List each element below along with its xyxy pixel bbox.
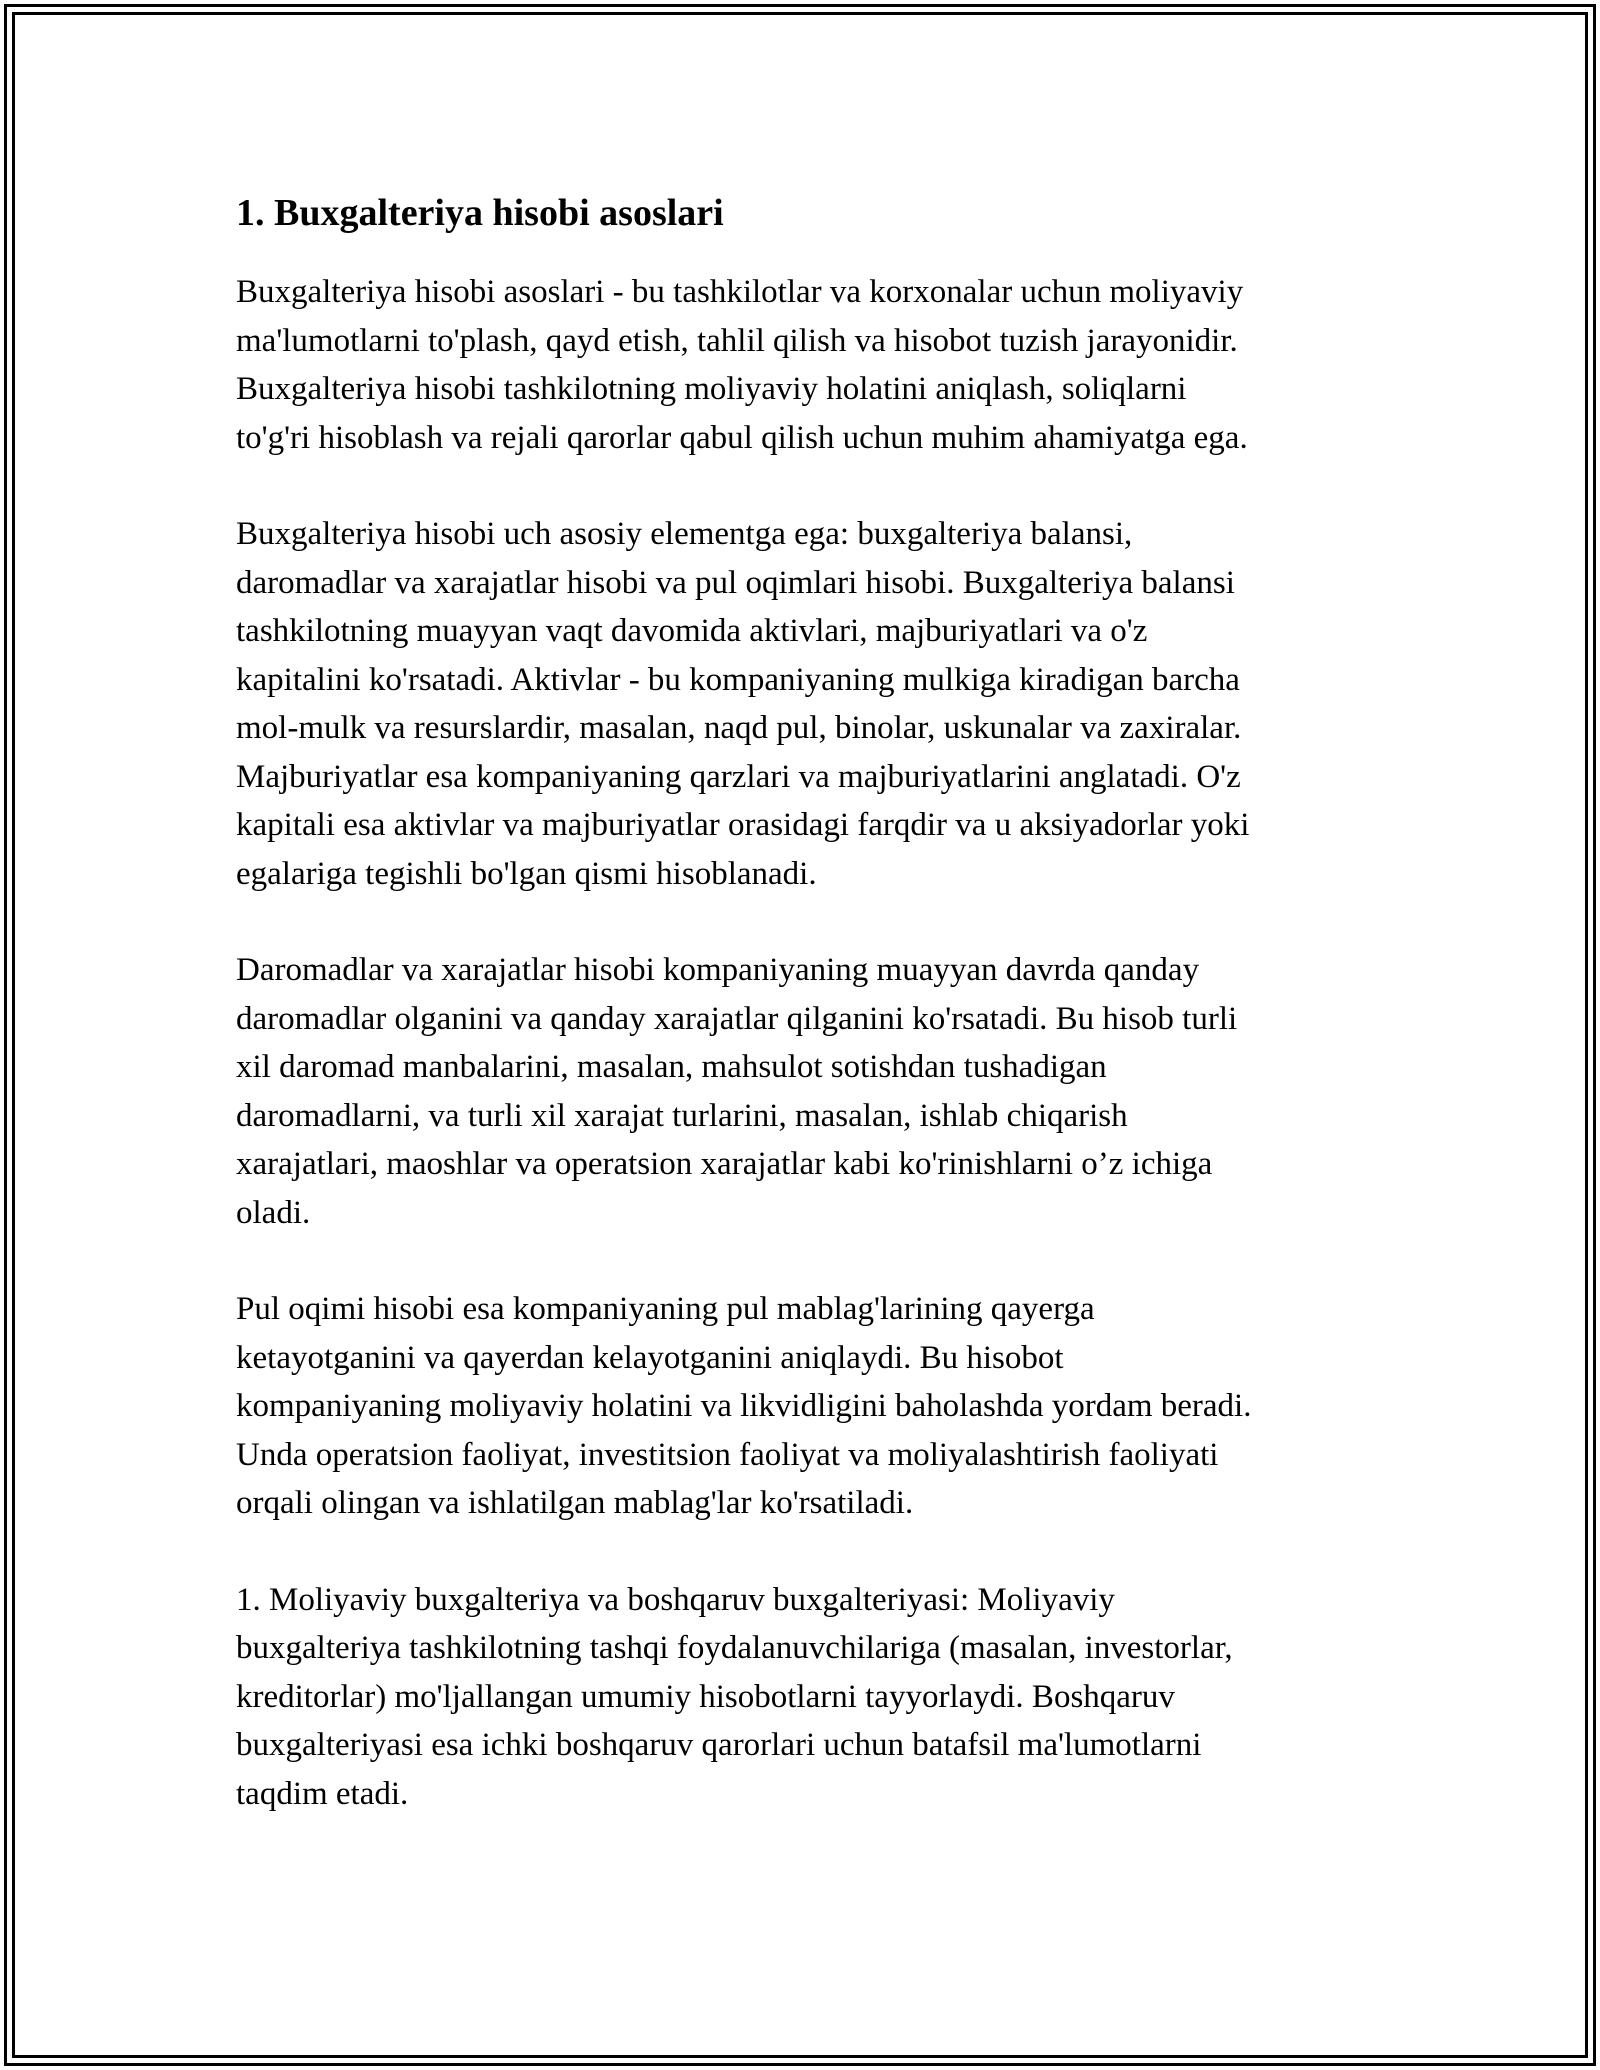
text-line: buxgalteriya tashkilotning tashqi foydalanuvchilariga (masalan, investorlar, bbox=[236, 1630, 1233, 1666]
text-line: mol-mulk va resurslardir, masalan, naqd pul, binolar, uskunalar va zaxiralar. bbox=[236, 710, 1242, 746]
text-line: daromadlarni, va turli xil xarajat turlarini, masalan, ishlab chiqarish bbox=[236, 1097, 1128, 1134]
paragraph-cash-flow bbox=[236, 1285, 1386, 1528]
text-line: Daromadlar va xarajatlar hisobi kompaniyaning muayyan davrda qanday bbox=[236, 952, 1200, 988]
paragraph-financial-management bbox=[236, 1576, 1386, 1819]
paragraph-balance bbox=[236, 510, 1386, 898]
text-line: buxgalteriyasi esa ichki boshqaruv qarorlari uchun batafsil ma'lumotlarni bbox=[236, 1727, 1202, 1763]
text-line: kompaniyaning moliyaviy holatini va likvidligini baholashda yordam beradi. bbox=[236, 1388, 1252, 1424]
document-body bbox=[236, 186, 1386, 1866]
text-line: Unda operatsion faoliyat, investitsion faoliyat va moliyalashtirish faoliyati bbox=[236, 1436, 1219, 1473]
text-line: Buxgalteriya hisobi tashkilotning moliyaviy holatini aniqlash, soliqlarni bbox=[236, 371, 1187, 407]
text-line: to'g'ri hisoblash va rejali qarorlar qabul qilish uchun muhim ahamiyatga ega. bbox=[236, 419, 1248, 456]
text-line: Majburiyatlar esa kompaniyaning qarzlari va majburiyatlarini anglatadi. O'z bbox=[236, 758, 1241, 795]
text-line: daromadlar olganini va qanday xarajatlar qilganini ko'rsatadi. Bu hisob turli bbox=[236, 1000, 1238, 1037]
text-line: kreditorlar) mo'ljallangan umumiy hisobotlarni tayyorlaydi. Boshqaruv bbox=[236, 1678, 1175, 1715]
paragraph-intro bbox=[236, 268, 1386, 462]
text-line: oladi. bbox=[236, 1194, 311, 1231]
text-line: daromadlar va xarajatlar hisobi va pul oqimlari hisobi. Buxgalteriya balansi bbox=[236, 564, 1235, 601]
text-line: kapitalini ko'rsatadi. Aktivlar - bu kompaniyaning mulkiga kiradigan barcha bbox=[236, 661, 1240, 698]
text-line: orqali olingan va ishlatilgan mablag'lar ko'rsatiladi. bbox=[236, 1485, 914, 1521]
paragraph-income-expenses bbox=[236, 946, 1386, 1237]
text-line: ketayotganini va qayerdan kelayotganini aniqlaydi. Bu hisobot bbox=[236, 1339, 1064, 1376]
text-line: Buxgalteriya hisobi asoslari - bu tashkilotlar va korxonalar uchun moliyaviy bbox=[236, 274, 1244, 310]
text-line: tashkilotning muayyan vaqt davomida aktivlari, majburiyatlari va o'z bbox=[236, 613, 1148, 649]
text-line: kapitali esa aktivlar va majburiyatlar orasidagi farqdir va u aksiyadorlar yoki bbox=[236, 807, 1250, 843]
text-line: xil daromad manbalarini, masalan, mahsulot sotishdan tushadigan bbox=[236, 1049, 1107, 1085]
text-line: Pul oqimi hisobi esa kompaniyaning pul mablag'larining qayerga bbox=[236, 1291, 1095, 1327]
text-line: xarajatlari, maoshlar va operatsion xarajatlar kabi ko'rinishlarni o’z ichiga bbox=[236, 1146, 1213, 1182]
text-line: 1. Moliyaviy buxgalteriya va boshqaruv buxgalteriyasi: Moliyaviy bbox=[236, 1581, 1115, 1618]
text-line: taqdim etadi. bbox=[236, 1775, 409, 1812]
text-line: Buxgalteriya hisobi uch asosiy elementga ega: buxgalteriya balansi, bbox=[236, 516, 1133, 552]
section-heading: 1. Buxgalteriya hisobi asoslari bbox=[236, 192, 724, 234]
text-line: egalariga tegishli bo'lgan qismi hisoblanadi. bbox=[236, 855, 817, 892]
text-line: ma'lumotlarni to'plash, qayd etish, tahlil qilish va hisobot tuzish jarayonidir. bbox=[236, 322, 1238, 359]
